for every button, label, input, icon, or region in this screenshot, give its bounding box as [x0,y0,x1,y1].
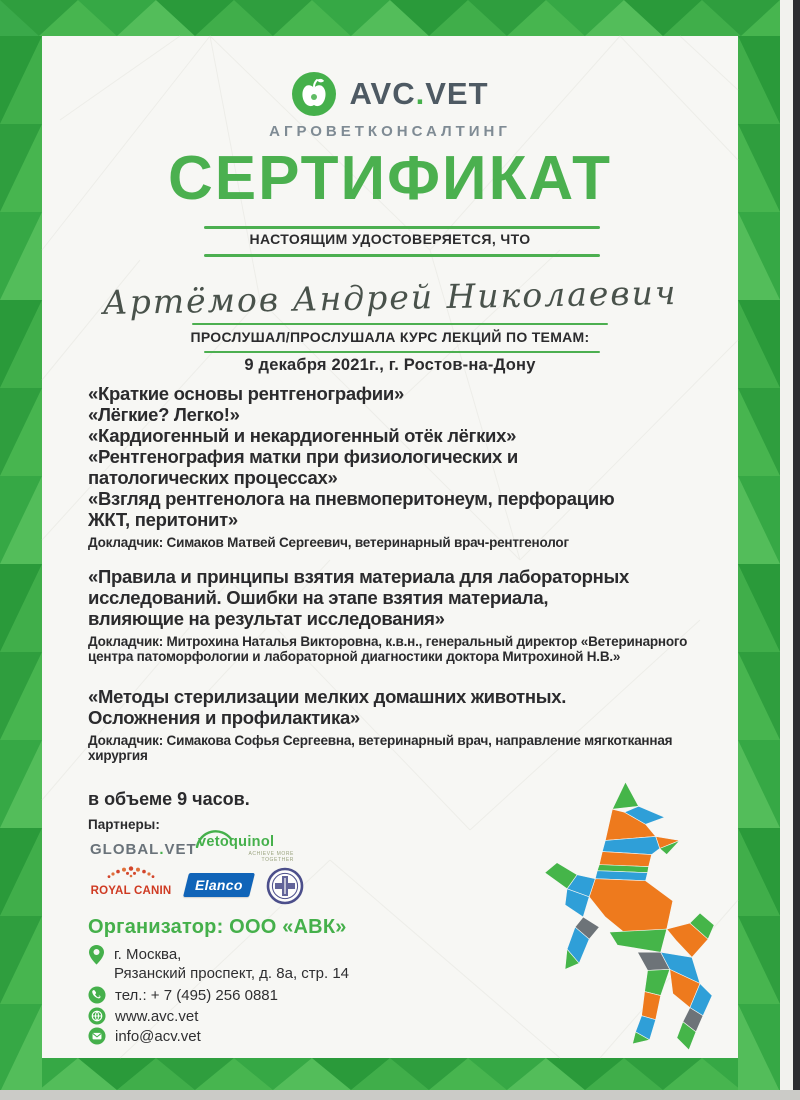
text-line: Осложнения и профилактика» [88,707,360,728]
royal-canin-wordmark: ROYAL CANIN [90,885,172,897]
partner-globalvet: GLOBAL.VET [90,841,197,858]
text-line: «Рентгенография матки при физиологических и [88,446,518,467]
rule-top [204,226,600,229]
polygonal-dog-art [532,776,732,1056]
partner-elanco [183,873,255,897]
apple-logo-icon [291,71,337,117]
duration-text: в объеме 9 часов. [88,789,250,809]
certify-line: НАСТОЯЩИМ УДОСТОВЕРЯЕТСЯ, ЧТО [249,231,531,247]
text-line: патологических процессах» [88,467,338,488]
partner-vetoquinol [198,833,308,863]
text-line: ЖКТ, перитонит» [88,509,238,530]
address-city: г. Москва, [114,946,182,963]
brand-subtitle: АГРОВЕТКОНСАЛТИНГ [269,123,511,140]
brand-logo-row [42,70,738,118]
organizer-title: Организатор: ООО «АВК» [88,916,347,938]
vet-association-emblem [266,867,304,905]
website-row [88,1007,198,1025]
speaker-line [88,536,750,551]
text-line: «Лёгкие? Легко!» [88,404,240,425]
topics-list [88,383,750,530]
mail-icon [88,1027,106,1045]
vetoquinol-arc-icon [194,830,234,848]
vetoquinol-wordmark: vetoquinol [198,834,275,850]
royal-canin-crown-icon [103,866,159,879]
globe-icon [88,1007,106,1025]
brand-text: AVC.VET [349,76,489,111]
text-line: Докладчик: Митрохина Наталья Викторовна, к.в.н., генеральный директор «Ветеринарного [88,634,688,649]
speaker-line [88,635,750,664]
email-row [88,1027,201,1045]
partners-label: Партнеры: [88,817,160,832]
lecture-block-3 [88,686,750,763]
address-street: Рязанский проспект, д. 8а, стр. 14 [114,965,350,982]
topics-list [88,566,750,629]
topics-list [88,686,750,728]
text-line: центра патоморфологии и лабораторной диагностики доктора Митрохиной Н.В.» [88,648,621,664]
text-line: хирургия [88,747,148,763]
text-line: «Правила и принципы взятия материала для лабораторных [88,566,630,587]
lecture-block-2 [88,566,750,664]
recipient-name: Артёмов Андрей Николаевич [102,272,678,323]
lecture-block-1 [88,383,750,551]
rule-under-course [204,351,600,353]
text-line: «Кардиогенный и некардиогенный отёк лёгких» [88,425,517,446]
vetoquinol-tagline: ACHIEVE MORE TOGETHER [248,851,294,863]
name-underline [192,323,608,325]
email-address: info@acv.vet [115,1027,201,1045]
phone-number: тел.: + 7 (495) 256 0881 [115,986,278,1004]
address-city-row [88,944,181,965]
text-line: исследований. Ошибки на этапе взятия материала, [88,587,549,608]
text-line: влияющие на результат исследования» [88,608,445,629]
certificate-title: СЕРТИФИКАТ [168,144,612,213]
text-line: «Взгляд рентгенолога на пневмоперитонеум, перфорацию [88,488,615,509]
website-url: www.avc.vet [115,1007,199,1025]
speaker-line [88,734,750,763]
text-line: «Методы стерилизации мелких домашних животных. [88,686,567,707]
elanco-wordmark: Elanco [195,877,243,893]
rule-under-certify [204,254,600,257]
course-line: ПРОСЛУШАЛ/ПРОСЛУШАЛА КУРС ЛЕКЦИЙ ПО ТЕМАМ: [190,329,590,345]
text-line: Докладчик: Симакова Софья Сергеевна, ветеринарный врач, направление мягкотканная [88,733,673,748]
text-line: Докладчик: Симаков Матвей Сергеевич, ветеринарный врач-рентгенолог [88,535,569,550]
phone-row [88,986,278,1004]
phone-icon [88,986,106,1004]
text-line: «Краткие основы рентгенографии» [88,383,404,404]
partner-royal-canin [88,866,174,897]
location-pin-icon [88,944,105,965]
date-place: 9 декабря 2021г., г. Ростов-на-Дону [244,356,536,374]
